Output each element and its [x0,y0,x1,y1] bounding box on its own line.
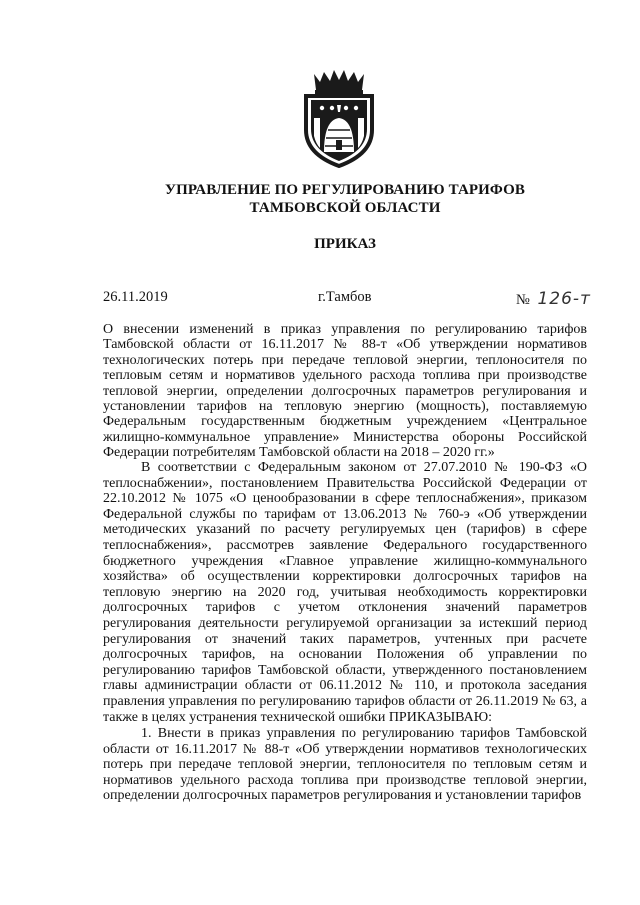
organization-region: ТАМБОВСКОЙ ОБЛАСТИ [249,200,441,216]
order-number-label: № [516,292,530,308]
order-city: г.Тамбов [318,289,372,305]
order-date: 26.11.2019 [103,289,168,305]
order-number-value: 126-т [537,289,591,309]
organization-name: УПРАВЛЕНИЕ ПО РЕГУЛИРОВАНИЮ ТАРИФОВ [165,182,525,198]
body-paragraph-preamble: В соответствии с Федеральным законом от 27.07.2010 № 190-ФЗ «О теплоснабжении», постановлением Правительства Российской Федерации от 22.10.2012 № 1075 «О ценообразовании в сфере теплоснабжения», приказом Федеральной службы по тарифам от 13.06.2013 № 760-э «Об утверждении методических указаний по расчету регулируемых цен (тарифов) в сфере теплоснабжения», рассмотрев заявление Федерального государственного бюджетного учреждения «Главное управление жилищно-коммунального хозяйства» об осуществлении корректировки долгосрочных тарифов на тепловую энергию на 2020 год, учитывая необходимость корректировки долгосрочных тарифов с учетом отклонения значений параметров регулирования деятельности регулируемой организации за истекший период регулирования от значений таких параметров, учтенных при расчете долгосрочных тарифов, на основании Положения об управлении по регулированию тарифов Тамбовской области, утвержденного постановлением главы администрации области от 06.11.2012 № 110, и протокола заседания правления управления по регулированию тарифов области от 26.11.2019 № 63, а также в целях устранения технической ошибки ПРИКАЗЫВАЮ: [103,460,587,725]
coat-of-arms-icon [300,68,378,168]
order-subject: О внесении изменений в приказ управления по регулированию тарифов Тамбовской области от 16.11.2017 № 88-т «Об утверждении нормативов технологических потерь при передаче тепловой энергии, теплоносителя по тепловым сетям и нормативов удельного расхода топлива при производстве тепловой энергии, определении долгосрочных параметров регулирования и установлении тарифов на тепловую энергию (мощность), поставляемую Федеральным государственным бюджетным учреждением «Центральное жилищно-коммунальное управление» Министерства обороны Российской Федерации потребителям Тамбовской области на 2018 – 2020 гг.» [103,322,587,461]
order-number [516,289,591,309]
document-type-title: ПРИКАЗ [314,236,376,252]
body-paragraph-item-1: 1. Внести в приказ управления по регулированию тарифов Тамбовской области от 16.11.2017 № 88-т «Об утверждении нормативов технологических потерь при передаче тепловой энергии, теплоносителя по тепловым сетям и нормативов удельного расхода топлива при производстве тепловой энергии, определении долгосрочных параметров регулирования и установлении тарифов [103,726,587,804]
